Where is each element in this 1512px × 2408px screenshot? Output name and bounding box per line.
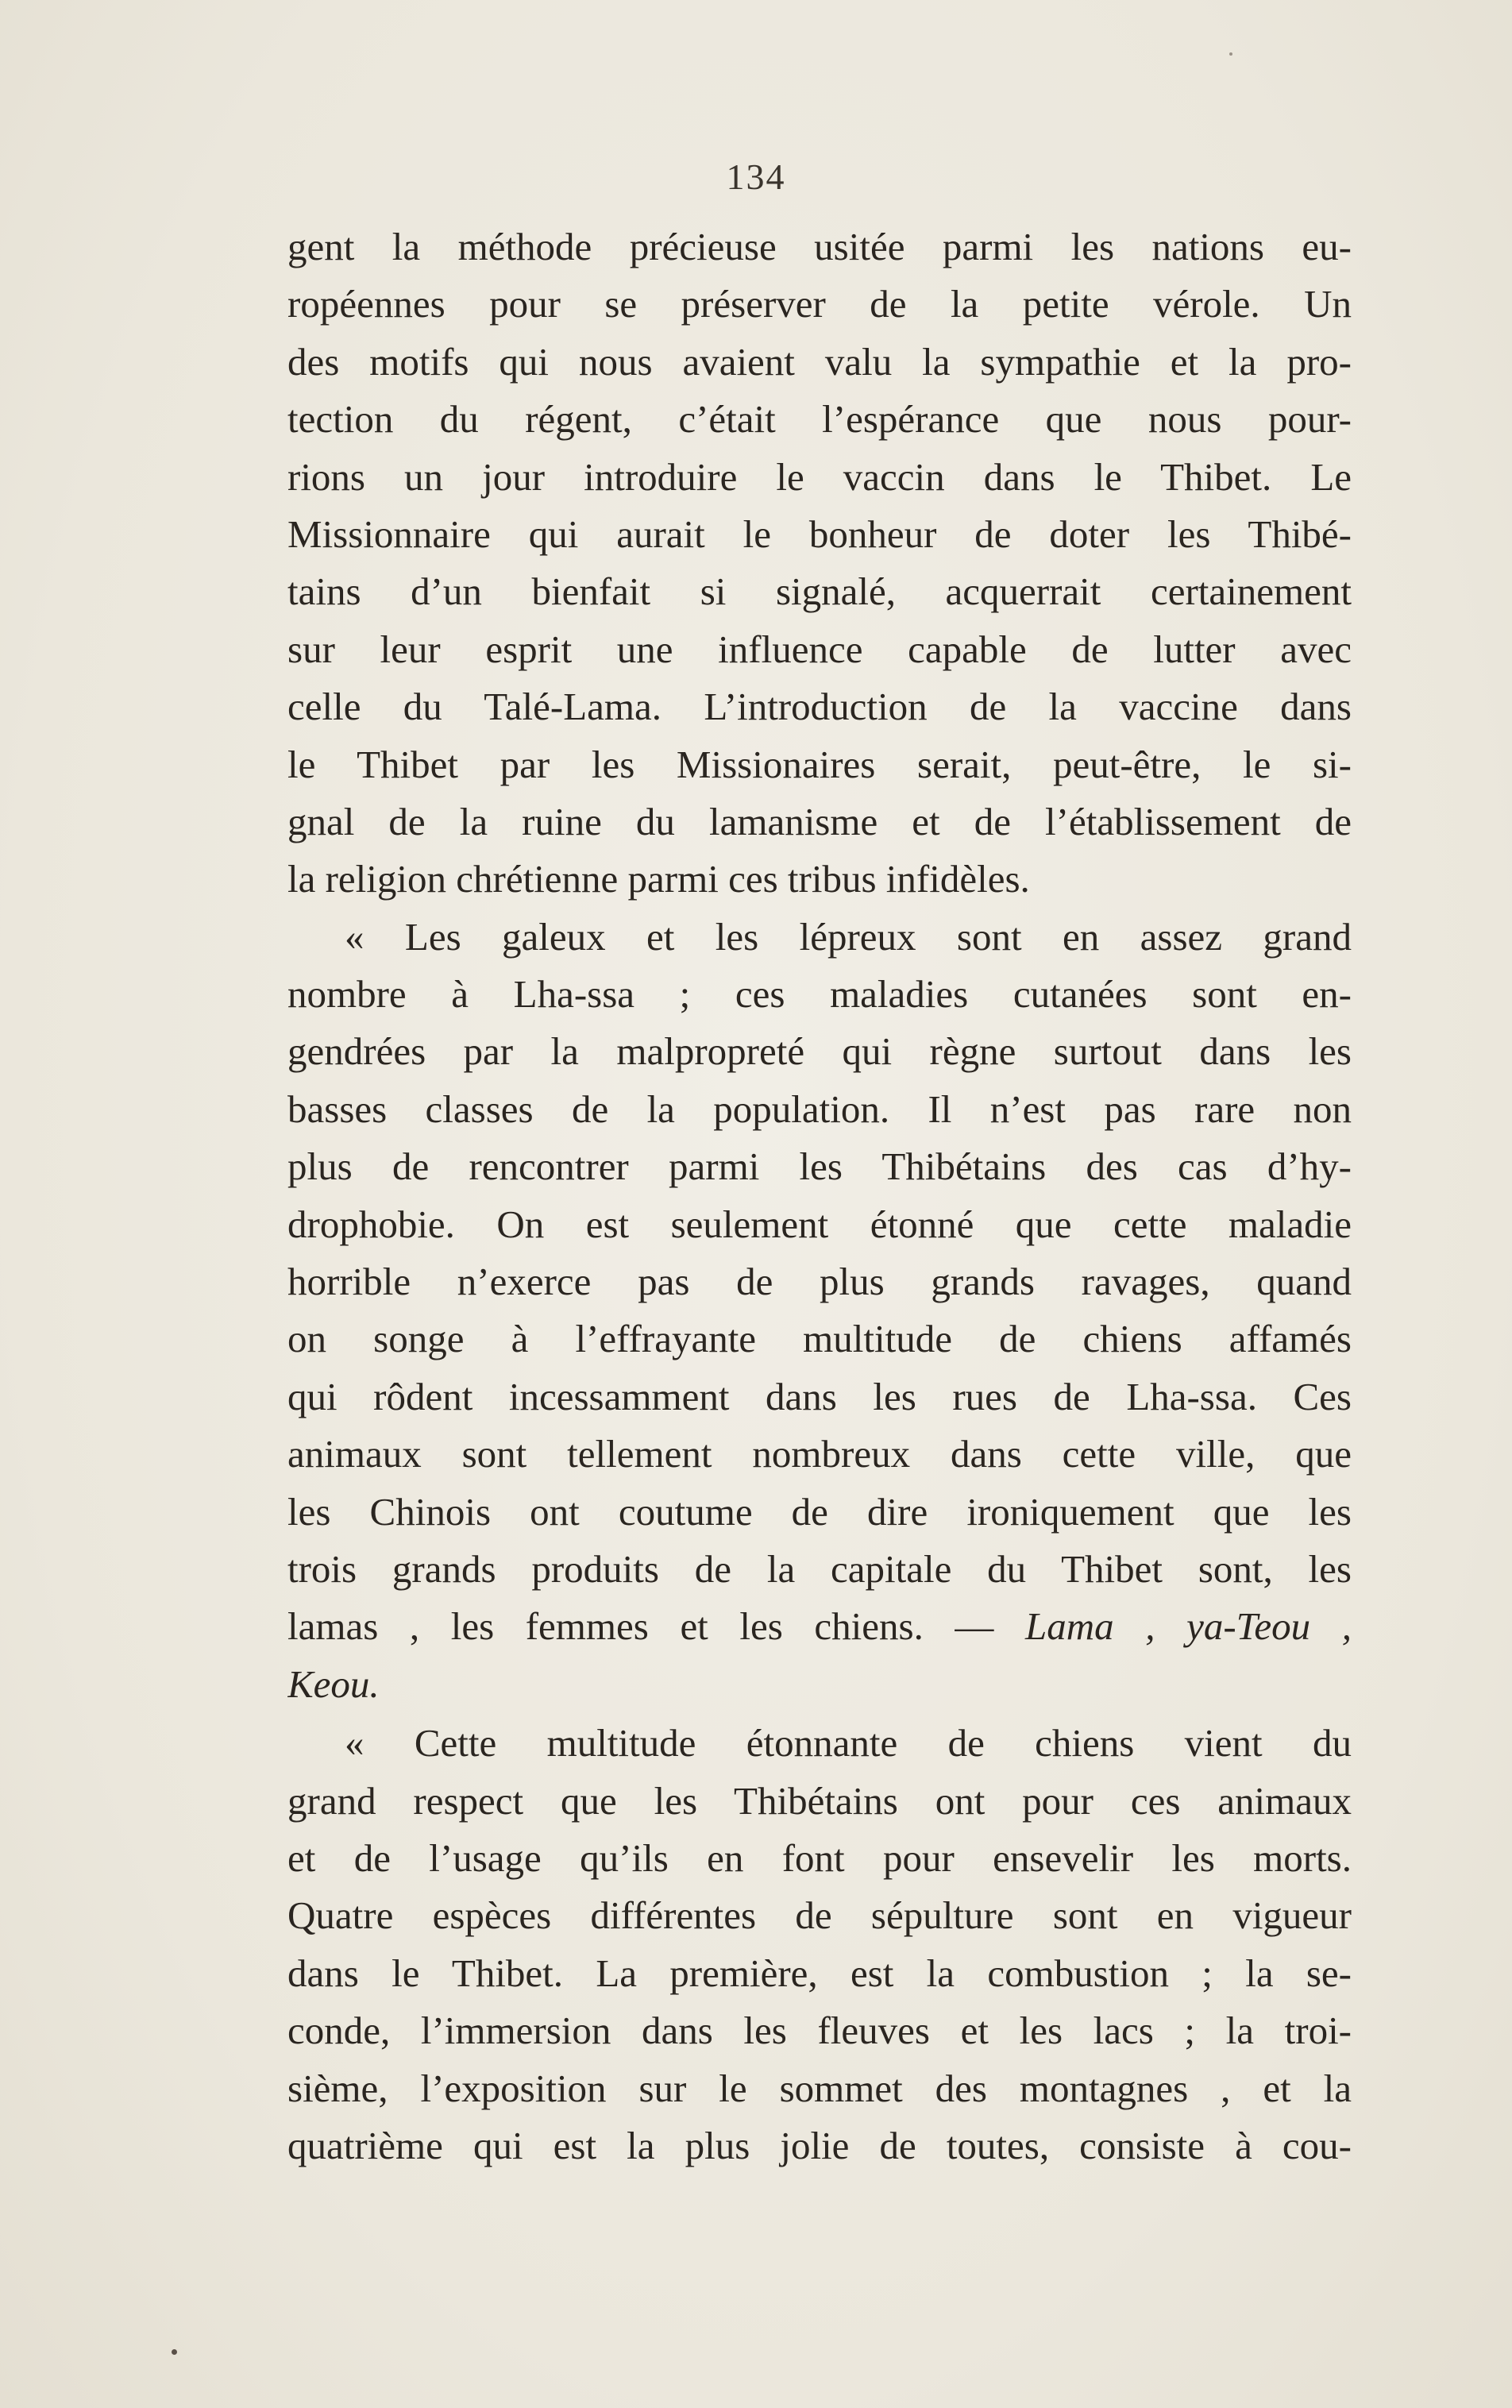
text-line-roman: dans le Thibet. La première, est la combustion ; la se- xyxy=(287,1951,1352,1995)
text-line-roman: plus de rencontrer parmi les Thibétains des cas d’hy- xyxy=(287,1144,1352,1189)
text-line xyxy=(287,506,1352,563)
text-line xyxy=(287,449,1352,506)
text-line-roman: Missionnaire qui aurait le bonheur de doter les Thibé- xyxy=(287,511,1352,556)
text-line xyxy=(287,1196,1352,1253)
text-line-roman: grand respect que les Thibétains ont pour ces animaux xyxy=(287,1778,1352,1823)
text-line-roman: rions un jour introduire le vaccin dans le Thibet. Le xyxy=(287,454,1352,499)
text-line-roman: basses classes de la population. Il n’est pas rare non xyxy=(287,1086,1352,1131)
text-line-italic: Keou. xyxy=(287,1661,380,1706)
text-line xyxy=(287,334,1352,391)
text-line xyxy=(287,1541,1352,1598)
text-line-roman: horrible n’exerce pas de plus grands ravages, quand xyxy=(287,1260,1352,1304)
text-line xyxy=(287,909,1352,966)
text-line-roman: le Thibet par les Missionaires serait, peut-être, le si- xyxy=(287,742,1352,786)
text-line-roman: « Cette multitude étonnante de chiens vient du xyxy=(345,1721,1352,1765)
text-line-roman: qui rôdent incessamment dans les rues de Lha-ssa. Ces xyxy=(287,1374,1352,1418)
text-line xyxy=(287,1138,1352,1195)
text-line xyxy=(287,218,1352,276)
text-line-italic: Lama , ya-Teou , xyxy=(1025,1604,1352,1649)
text-line xyxy=(287,1715,1352,1772)
text-line xyxy=(287,851,1352,908)
text-line xyxy=(287,563,1352,620)
text-line xyxy=(287,678,1352,735)
text-line-roman: sième, l’exposition sur le sommet des montagnes , et la xyxy=(287,2066,1352,2110)
text-line xyxy=(287,1426,1352,1483)
text-line-roman: conde, l’immersion dans les fleuves et les lacs ; la troi- xyxy=(287,2009,1352,2053)
text-line xyxy=(287,1484,1352,1541)
text-line xyxy=(287,1945,1352,2002)
text-line-roman: gent la méthode précieuse usitée parmi les nations eu- xyxy=(287,225,1352,268)
text-line-roman: gnal de la ruine du lamanisme et de l’établissement de xyxy=(287,799,1352,843)
text-line-roman: tection du régent, c’était l’espérance que nous pour- xyxy=(287,397,1352,442)
text-line xyxy=(287,1656,1352,1713)
text-line xyxy=(287,1023,1352,1080)
text-line xyxy=(287,1081,1352,1138)
text-line-roman: lamas , les femmes et les chiens. — xyxy=(287,1604,1026,1649)
text-line xyxy=(287,793,1352,851)
text-line xyxy=(287,966,1352,1023)
text-line xyxy=(287,276,1352,333)
text-line-roman: ropéennes pour se préserver de la petite vérole. Un xyxy=(287,282,1352,326)
text-line xyxy=(287,621,1352,678)
text-line-roman: nombre à Lha-ssa ; ces maladies cutanées sont en- xyxy=(287,972,1352,1017)
page-number: 134 xyxy=(726,156,786,197)
text-line xyxy=(287,1887,1352,1944)
text-line-roman: animaux sont tellement nombreux dans cette ville, que xyxy=(287,1432,1352,1476)
text-line xyxy=(287,2060,1352,2117)
text-line xyxy=(287,1598,1352,1655)
paper-speck xyxy=(172,2349,177,2355)
text-line xyxy=(287,1773,1352,1830)
text-line xyxy=(287,1253,1352,1310)
text-line-roman: sur leur esprit une influence capable de lutter avec xyxy=(287,627,1352,671)
body-text xyxy=(287,218,1352,2175)
text-line xyxy=(287,2117,1352,2175)
text-line xyxy=(287,391,1352,448)
text-line-roman: tains d’un bienfait si signalé, acquerrait certainement xyxy=(287,569,1352,614)
text-line-roman: « Les galeux et les lépreux sont en assez grand xyxy=(345,914,1352,959)
text-line xyxy=(287,1830,1352,1887)
text-line-roman: trois grands produits de la capitale du Thibet sont, les xyxy=(287,1546,1352,1591)
paper-speck xyxy=(1229,52,1232,56)
text-line-roman: des motifs qui nous avaient valu la sympathie et la pro- xyxy=(287,339,1352,384)
text-line-roman: on songe à l’effrayante multitude de chiens affamés xyxy=(287,1317,1352,1361)
text-line-roman: gendrées par la malpropreté qui règne surtout dans les xyxy=(287,1029,1352,1074)
text-line xyxy=(287,2002,1352,2059)
text-line-roman: et de l’usage qu’ils en font pour ensevelir les morts. xyxy=(287,1835,1352,1880)
text-line-roman: celle du Talé-Lama. L’introduction de la vaccine dans xyxy=(287,685,1352,729)
text-line xyxy=(287,1368,1352,1426)
text-line-roman: quatrième qui est la plus jolie de toutes, consiste à cou- xyxy=(287,2123,1352,2167)
text-line xyxy=(287,736,1352,793)
text-line xyxy=(287,1310,1352,1368)
text-line-roman: les Chinois ont coutume de dire ironiquement que les xyxy=(287,1489,1352,1534)
text-line-roman: la religion chrétienne parmi ces tribus infidèles. xyxy=(287,857,1030,901)
text-line-roman: Quatre espèces différentes de sépulture sont en vigueur xyxy=(287,1893,1352,1938)
text-line-roman: drophobie. On est seulement étonné que cette maladie xyxy=(287,1202,1352,1246)
